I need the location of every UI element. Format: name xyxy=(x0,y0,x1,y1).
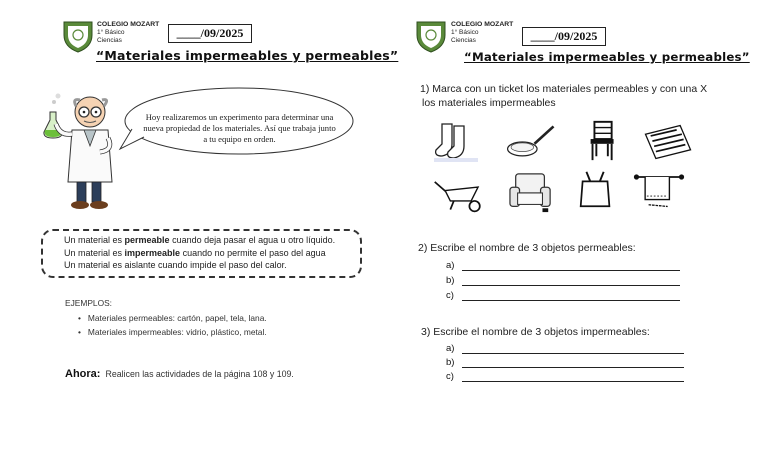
question-2: 2) Escribe el nombre de 3 objetos permeables: xyxy=(418,242,636,254)
answer-row-b[interactable]: b) xyxy=(446,271,680,286)
answer-line[interactable] xyxy=(462,373,684,382)
school-subject: Ciencias xyxy=(97,37,122,44)
example-impermeable: • Materiales impermeables: vidrio, plástico, metal. xyxy=(78,327,267,337)
chair-icon xyxy=(578,118,630,162)
answer-line[interactable] xyxy=(462,359,684,368)
ahora-line xyxy=(65,362,294,381)
answer-list-permeables xyxy=(446,256,680,301)
example-permeable: • Materiales permeables: cartón, papel, tela, lana. xyxy=(78,313,267,323)
question-1-line2: los materiales impermeables xyxy=(422,97,556,109)
definition-permeable: Un material es permeable cuando deja pasar el agua u otro líquido. xyxy=(64,235,336,245)
ahora-label: Ahora: xyxy=(65,368,101,380)
school-crest-icon xyxy=(415,19,447,53)
school-grade: 1° Básico xyxy=(451,29,479,36)
question-1-line1: 1) Marca con un ticket los materiales permeables y con una X xyxy=(420,83,708,95)
examples-heading: EJEMPLOS: xyxy=(65,298,113,308)
answer-list-impermeables xyxy=(446,340,684,382)
question-3: 3) Escribe el nombre de 3 objetos impermeables: xyxy=(421,326,650,338)
school-name: COLEGIO MOZART xyxy=(451,21,514,28)
speech-bubble-text: Hoy realizaremos un experimento para determinar una nueva propiedad de los materiales. Así que trabaja junto a tu equipo en orden. xyxy=(143,112,336,144)
plastic-bag-icon xyxy=(570,168,622,212)
school-name: COLEGIO MOZART xyxy=(97,21,160,28)
answer-row-c[interactable]: c) xyxy=(446,368,684,382)
newspaper-icon xyxy=(642,120,694,164)
socks-icon xyxy=(430,120,482,164)
school-header xyxy=(451,21,513,45)
school-header xyxy=(97,21,159,45)
towel-icon xyxy=(633,168,685,212)
armchair-icon xyxy=(505,170,557,214)
page-title: “Materiales impermeables y permeables” xyxy=(464,50,750,64)
answer-row-a[interactable]: a) xyxy=(446,340,684,354)
answer-row-b[interactable]: b) xyxy=(446,354,684,368)
wheelbarrow-icon xyxy=(433,172,485,216)
frying-pan-icon xyxy=(505,120,557,164)
definition-impermeable: Un material es impermeable cuando no permite el paso del agua xyxy=(64,247,326,258)
definition-aislante: Un material es aislante cuando impide el paso del calor. xyxy=(64,260,287,270)
page-title: “Materiales impermeables y permeables” xyxy=(96,48,399,63)
date-box: ____/09/2025 xyxy=(522,27,606,46)
school-subject: Ciencias xyxy=(451,37,476,44)
answer-line[interactable] xyxy=(462,345,684,354)
school-crest-icon xyxy=(62,19,94,53)
date-box: ____/09/2025 xyxy=(168,24,252,43)
answer-row-a[interactable]: a) xyxy=(446,256,680,271)
definitions-list xyxy=(64,234,335,272)
answer-line[interactable] xyxy=(462,292,680,301)
answer-line[interactable] xyxy=(462,277,680,286)
answer-line[interactable] xyxy=(462,262,680,271)
ahora-text: Realicen las actividades de la página 108 y 109. xyxy=(105,369,294,379)
answer-row-c[interactable]: c) xyxy=(446,286,680,301)
school-grade: 1° Básico xyxy=(97,29,125,36)
